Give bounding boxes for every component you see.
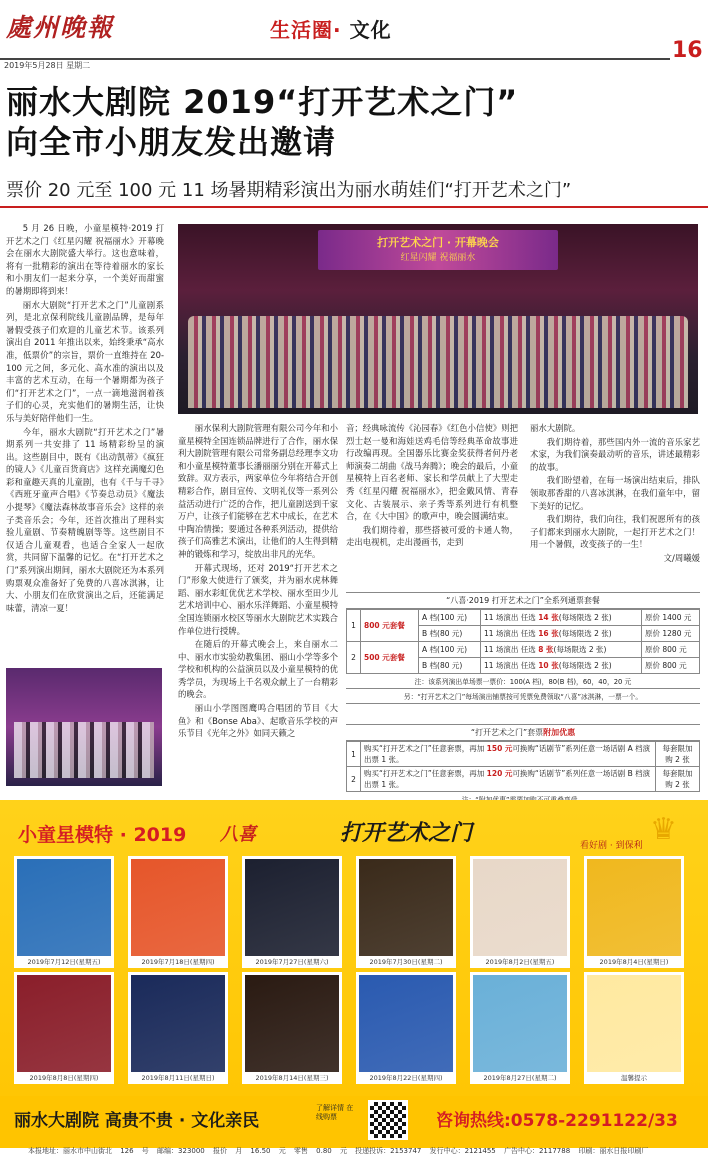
extra-offer-table: [346, 724, 700, 807]
theater-slogan: 丽水大剧院 高贵不贵 · 文化亲民: [14, 1111, 260, 1131]
divider: [0, 206, 708, 208]
paragraph: 我们期待着，那些搭被可爱的卡通人物，走出电视机，走出漫画书，走到: [346, 524, 518, 548]
paragraph: 丽水大剧院“打开艺术之门”儿童剧系列，是北京保利院线儿童剧品牌，是每年暑假受孩子们欢迎的儿童艺术节。该系列演出自 2011 年推出以来，始终秉承“高水准，低票价”的宗旨，票价一直维持在 20-100 元之间，多元化、高水准的演出以及丰富的艺术互动，在每一个暑期都为孩子们“打开艺术之门”，一点一滴地滋润着孩子们的心灵，充实他们的暑期生活，让快乐与美好陪伴他们一生。: [6, 299, 164, 423]
extra-offer-title: [346, 724, 700, 741]
count-prefix: 11 场演出 任选: [484, 661, 539, 670]
cell-no: 1: [347, 610, 361, 642]
table-row: [347, 642, 700, 658]
cell-limit: 每套限加购 2 张: [656, 767, 700, 792]
show-poster[interactable]: [584, 856, 684, 966]
headline-line-1: 丽水大剧院 2019“打开艺术之门”: [6, 83, 519, 121]
desc-price: 120 元: [486, 769, 513, 778]
cell-seat: A 档(100 元): [419, 610, 481, 626]
subheadline: 票价 20 元至 100 元 11 场暑期精彩演出为丽水萌娃们“打开艺术之门”: [6, 180, 572, 201]
poster-date: 2019年7月12日(星期五): [14, 956, 114, 968]
headline: [6, 82, 518, 162]
section-title: [270, 14, 392, 43]
poster-date: 2019年8月4日(星期日): [584, 956, 684, 968]
show-poster[interactable]: [128, 856, 228, 966]
package-grid: [346, 609, 700, 674]
table-row: [347, 767, 700, 792]
desc-suffix: 可换购“话剧节”系列任意一场话剧 A 档演出票 1 张。: [364, 744, 651, 764]
show-poster[interactable]: [14, 972, 114, 1082]
count-suffix: (每场限选 2 张): [558, 629, 612, 638]
show-poster[interactable]: [128, 972, 228, 1082]
cell-original-price: 原价 800 元: [642, 642, 700, 658]
count-suffix: (每场限选 2 张): [558, 613, 612, 622]
paragraph: 丽山小学图图鹰鸣合唱团的节目《大鱼》和《Bonse Aba》、起歌音乐学校的声乐节目《光年之外》如同天籁之: [178, 703, 338, 739]
paragraph: 我们期待，我们向往，我们祝愿所有的孩子们都来到丽水大剧院，一起打开艺术之门！用一个暑假，改变孩子的一生！: [530, 514, 700, 550]
count-value: 8 张: [538, 645, 554, 654]
paragraph: 音；经典咏流传《沁园春》《红色小信使》则把烈士赵一曼和海娃送鸡毛信等经典革命故事进行改编再现。全国器乐比赛金奖获得者何丹老师演奏二胡曲《战马奔腾》；晚会的最后，小童星模特上百名老师、家长和学员献上了大型走秀《红星闪耀 祝福丽水》，把金戴风情、青春文化、古装展示、亲子秀等系列进行有机整合，在《大中国》的歌声中，晚会圆满结束。: [346, 423, 518, 522]
cell-no: 1: [347, 742, 361, 767]
poster-date: 2019年8月27日(星期二): [470, 1072, 570, 1084]
count-suffix: (每场限选 2 张): [553, 645, 607, 654]
cell-package: 500 元套餐: [361, 642, 419, 674]
cell-count: [481, 626, 642, 642]
poster-date: 2019年8月8日(星期四): [14, 1072, 114, 1084]
cell-seat: B 档(80 元): [419, 658, 481, 674]
section-name: 生活圈: [270, 18, 333, 42]
extra-offer-grid: [346, 741, 700, 792]
article-column-2: [178, 422, 338, 790]
newspaper-logo: 處州晚報: [6, 13, 115, 42]
stage-banner-subtitle: 红星闪耀 祝福丽水: [400, 253, 476, 263]
count-prefix: 11 场演出 任选: [484, 629, 539, 638]
table-note: 注：该系列演出单场票一票价：100(A 档)，80(B 档)，60，40，20 元: [346, 674, 700, 689]
performers-group: [188, 316, 688, 408]
colophon: 本报地址：丽水市中山街北 126 号 邮编：323000 报价 月 16.50 元 零售 0.80 元 投递投诉：2153747 发行中心：2121455 广告中心：2117788 印刷：丽水日报印刷厂: [28, 1147, 649, 1155]
cell-seat: A 档(100 元): [419, 642, 481, 658]
cell-original-price: 原价 800 元: [642, 658, 700, 674]
count-suffix: (每场限选 2 张): [558, 661, 612, 670]
show-poster[interactable]: [14, 856, 114, 966]
qr-code-icon[interactable]: [368, 1100, 408, 1140]
poster-date: 2019年8月14日(星期三): [242, 1072, 342, 1084]
offer-title-highlight: 附加优惠: [543, 728, 576, 737]
cell-desc: [361, 767, 656, 792]
cell-seat: B 档(80 元): [419, 626, 481, 642]
show-poster[interactable]: [242, 972, 342, 1082]
issue-date: 2019年5月28日 星期二: [4, 61, 91, 70]
poster-date: 温馨提示: [584, 1072, 684, 1084]
cell-count: [481, 610, 642, 626]
poster-date: 2019年7月30日(星期二): [356, 956, 456, 968]
cell-original-price: 原价 1280 元: [642, 626, 700, 642]
hotline: 咨询热线:0578-2291122/33: [436, 1111, 678, 1131]
poster-date: 2019年8月22日(星期四): [356, 1072, 456, 1084]
offer-title-text: “打开艺术之门”套票: [470, 728, 544, 737]
stage-banner-title: 打开艺术之门 · 开幕晚会: [377, 236, 499, 249]
section-dot: ·: [333, 18, 342, 42]
masthead-rule: [0, 58, 670, 60]
poster-date: 2019年8月11日(星期日): [128, 1072, 228, 1084]
desc-prefix: 购买“打开艺术之门”任意套票，再加: [364, 744, 487, 753]
table-note: 另：“打开艺术之门”每场演出铺票按可凭票免费领取“八喜”冰淇淋，一票一个。: [346, 689, 700, 704]
cell-limit: 每套限加购 2 张: [656, 742, 700, 767]
desc-suffix: 可换购“话剧节”系列任意一场话剧 B 档演出票 1 张。: [364, 769, 651, 789]
count-value: 14 张: [538, 613, 559, 622]
count-prefix: 11 场演出 任选: [484, 613, 539, 622]
paragraph: 丽水保利大剧院管理有限公司今年和小童星模特全国连锁品牌进行了合作，丽水保利大剧院管理有限公司常务副总经理李文功和小童星模特董事长潘丽丽分别在开幕式上致辞。双方表示，两家单位今年将结合开创精彩合作，剧目宣传、文明礼仪等一系列公益活动进行广泛的合作，把儿童剧送到千家万户，让孩子们能够在艺术中成长，在艺术中陶冶情操；要通过各种系列活动，提供给孩子们高雅艺术演出，让他们的人生得到精神的锻炼和学习，绽放出非凡的光华。: [178, 423, 338, 559]
table-row: [347, 610, 700, 626]
poster-date: 2019年8月2日(星期五): [470, 956, 570, 968]
cell-desc: [361, 742, 656, 767]
article-column-3: [346, 422, 518, 582]
cell-no: 2: [347, 642, 361, 674]
opening-gala-photo: [178, 224, 698, 414]
count-prefix: 11 场演出 任选: [484, 645, 539, 654]
article-column-4: [530, 422, 700, 582]
desc-prefix: 购买“打开艺术之门”任意套票，再加: [364, 769, 487, 778]
article-column-1: [6, 222, 164, 662]
count-value: 16 张: [538, 629, 559, 638]
show-poster[interactable]: [470, 856, 570, 966]
promo-slogan: 打开艺术之门: [340, 820, 473, 846]
promo-title: 小童星模特 · 2019: [18, 824, 187, 846]
cell-no: 2: [347, 767, 361, 792]
paragraph: 今年，丽水大剧院“打开艺术之门”暑期系列一共安排了 11 场精彩纷呈的演出。这些剧目中，既有《出动凯蒂》《疯狂的镜人》《儿童百货商店》这样充满魔幻色彩和童趣天真的儿童剧，也有《千与千寻》《西班牙童声合唱》《节奏总动员》《魔法小提琴》《魔法森林故事音乐会》这样的亲子类音乐会；今年，还首次推出了理科实验儿童剧、节奏精魄剧等等。这些剧目不仅适合儿童观看，也适合全家人一起欣赏，共同留下温馨的记忆。在“打开艺术之门”系列演出期间，丽水大剧院还为本系列购票观众准备好了免费的八喜冰淇淋，让大、小朋友们在欣赏演出之后，还能满足味蕾，清凉一夏！: [6, 426, 164, 613]
award-ceremony-photo: [6, 668, 162, 786]
qr-label: 了解详情 在线购票: [316, 1104, 354, 1121]
show-poster[interactable]: [356, 856, 456, 966]
paragraph: 我们盼望着，在每一场演出结束后，排队领取那香甜的八喜冰淇淋，在我们童年中，留下美好的记忆。: [530, 475, 700, 511]
paragraph: 我们期待着，那些国内外一流的音乐家艺术家，为我们演奏最动听的音乐，讲述最精彩的故事。: [530, 436, 700, 472]
promo-tagline: 看好剧 · 到保利: [580, 841, 643, 851]
paragraph: 丽水大剧院。: [530, 423, 581, 433]
show-poster[interactable]: [242, 856, 342, 966]
award-recipients: [14, 722, 154, 778]
show-poster[interactable]: [584, 972, 684, 1082]
count-value: 10 张: [538, 661, 559, 670]
paragraph: 5 月 26 日晚，小童星模特·2019 打开艺术之门《红星闪耀 祝福丽水》开幕晚会在丽水大剧院盛大举行。这也意味着，将有一批精彩的演出在等待着丽水的家长和小朋友们一起来分享，一个美好而甜蜜的暑期即将到来！: [6, 223, 164, 296]
package-table: [346, 592, 700, 704]
cell-count: [481, 658, 642, 674]
cell-original-price: 原价 1400 元: [642, 610, 700, 626]
paragraph: 在随后的开幕式晚会上，来自丽水二中、丽水市实验幼教集团、丽山小学等多个学校和机构的公益演员以及小童星模特的优秀学员，为现场上千名观众献上了一台精彩的晚会。: [178, 639, 338, 700]
package-table-title: “八喜·2019 打开艺术之门”全系列通票套餐: [346, 592, 700, 609]
show-poster[interactable]: [356, 972, 456, 1082]
page-number: 16: [672, 38, 703, 63]
headline-line-2: 向全市小朋友发出邀请: [6, 123, 337, 161]
poster-date: 2019年7月27日(星期六): [242, 956, 342, 968]
crown-icon: ♛: [650, 812, 677, 847]
poster-date: 2019年7月18日(星期四): [128, 956, 228, 968]
byline: 文/周曦媛: [663, 552, 700, 563]
section-subname: 文化: [349, 18, 392, 42]
cell-package: 800 元套餐: [361, 610, 419, 642]
brand-logo: 八喜: [220, 824, 256, 845]
table-row: [347, 742, 700, 767]
paragraph: 开幕式现场，还对 2019“打开艺术之门”形象大使进行了颁奖，并为丽水虎林舞蹈、丽水彩虹优优艺术学校、丽水至田少儿艺术培训中心、丽水乐洋舞蹈、小童星模特全国连锁丽水校区等丽水大剧院艺术实践合作单位进行授牌。: [178, 562, 338, 636]
show-poster[interactable]: [470, 972, 570, 1082]
desc-price: 150 元: [486, 744, 513, 753]
cell-count: [481, 642, 642, 658]
